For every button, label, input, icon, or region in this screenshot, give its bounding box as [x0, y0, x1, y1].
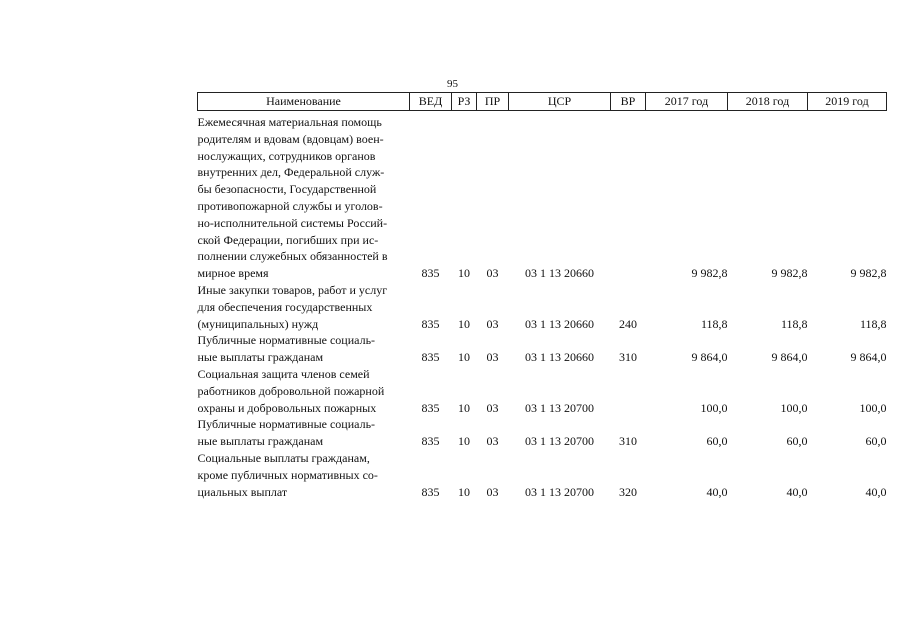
- row-name-line: кроме публичных нормативных со-: [197, 467, 378, 482]
- row-2017-value: 9 982,8: [691, 266, 728, 281]
- row-name: [198, 416, 410, 450]
- row-2017-value: 40,0: [706, 484, 728, 499]
- row-2017-value: 118,8: [700, 316, 728, 331]
- table-row: [198, 450, 887, 500]
- row-name-line: бы безопасности, Государственной: [197, 182, 377, 197]
- row-name-line: Социальные выплаты гражданам,: [197, 450, 370, 465]
- row-vr: 320: [619, 484, 637, 499]
- row-2019-value: 118,8: [859, 316, 887, 331]
- header-name: Наименование: [198, 93, 410, 111]
- row-name-line: Социальная защита членов семей: [197, 366, 370, 381]
- row-pr: 03: [486, 316, 499, 331]
- row-csr: 03 1 13 20700: [525, 484, 594, 499]
- table-row: [198, 416, 887, 450]
- row-name-line: нослужащих, сотрудников органов: [197, 148, 376, 163]
- row-ved: 835: [421, 316, 440, 331]
- row-name-line: Публичные нормативные социаль-: [197, 333, 376, 348]
- row-rz: 10: [458, 266, 470, 281]
- row-name: [198, 366, 410, 416]
- row-csr: 03 1 13 20700: [525, 434, 594, 449]
- row-pr: 03: [486, 484, 499, 499]
- row-name: [198, 450, 410, 500]
- row-name-line: циальных выплат: [197, 484, 288, 499]
- row-name-line: ные выплаты гражданам: [197, 434, 324, 449]
- row-2019-value: 9 982,8: [850, 266, 887, 281]
- row-name-line: мирное время: [197, 266, 269, 281]
- header-csr: ЦСР: [509, 93, 611, 111]
- row-name: [198, 282, 410, 332]
- row-pr: 03: [486, 266, 499, 281]
- row-pr: 03: [486, 350, 499, 365]
- header-rz: РЗ: [452, 93, 477, 111]
- row-2019-value: 9 864,0: [850, 350, 887, 365]
- row-rz: 10: [458, 434, 470, 449]
- row-csr: 03 1 13 20700: [525, 400, 594, 415]
- row-2018-value: 9 982,8: [771, 266, 808, 281]
- row-2018-value: 9 864,0: [771, 350, 808, 365]
- budget-table: [197, 92, 887, 500]
- row-ved: 835: [421, 434, 440, 449]
- row-vr: [611, 111, 646, 282]
- table-row: [198, 282, 887, 332]
- table-row: [198, 366, 887, 416]
- header-2019: 2019 год: [808, 93, 887, 111]
- row-2017-value: 100,0: [700, 400, 728, 415]
- row-2019-value: 100,0: [859, 400, 887, 415]
- row-name-line: ской Федерации, погибших при ис-: [197, 232, 379, 247]
- header-2018: 2018 год: [728, 93, 808, 111]
- row-2018-value: 60,0: [786, 434, 808, 449]
- row-vr: 310: [619, 350, 637, 365]
- row-name-line: работников добровольной пожарной: [197, 383, 385, 398]
- row-ved: 835: [421, 350, 440, 365]
- row-name-line: ные выплаты гражданам: [197, 350, 324, 365]
- row-name-line: полнении служебных обязанностей в: [197, 249, 388, 264]
- row-ved: 835: [421, 484, 440, 499]
- row-vr: 240: [619, 316, 637, 331]
- row-rz: 10: [458, 400, 470, 415]
- row-name: [198, 332, 410, 366]
- row-name-line: противопожарной службы и уголов-: [197, 198, 383, 213]
- row-2019-value: 40,0: [865, 484, 887, 499]
- row-csr: 03 1 13 20660: [525, 266, 594, 281]
- header-2017: 2017 год: [646, 93, 728, 111]
- row-pr: 03: [486, 434, 499, 449]
- row-name-line: охраны и добровольных пожарных: [197, 400, 377, 415]
- row-2018-value: 40,0: [786, 484, 808, 499]
- row-2017-value: 9 864,0: [691, 350, 728, 365]
- row-2018-value: 118,8: [780, 316, 808, 331]
- row-ved: 835: [421, 266, 440, 281]
- row-name-line: родителям и вдовам (вдовцам) воен-: [197, 131, 384, 146]
- row-name-line: но-исполнительной системы Россий-: [197, 215, 388, 230]
- row-name-line: внутренних дел, Федеральной служ-: [197, 165, 385, 180]
- row-2017-value: 60,0: [706, 434, 728, 449]
- row-ved: 835: [421, 400, 440, 415]
- row-pr: 03: [486, 400, 499, 415]
- row-name-line: для обеспечения государственных: [197, 299, 373, 314]
- table-header-row: [198, 93, 887, 111]
- row-csr: 03 1 13 20660: [525, 316, 594, 331]
- row-name-line: (муниципальных) нужд: [197, 316, 319, 331]
- row-rz: 10: [458, 484, 470, 499]
- row-name: [198, 111, 410, 282]
- table-row: [198, 111, 887, 282]
- row-name-line: Иные закупки товаров, работ и услуг: [197, 282, 388, 297]
- header-ved: ВЕД: [410, 93, 452, 111]
- row-name-line: Ежемесячная материальная помощь: [197, 115, 382, 129]
- header-pr: ПР: [477, 93, 509, 111]
- row-name-line: Публичные нормативные социаль-: [197, 417, 376, 432]
- table-row: [198, 332, 887, 366]
- table-body: [198, 111, 887, 501]
- row-2019-value: 60,0: [865, 434, 887, 449]
- row-vr: 310: [619, 434, 637, 449]
- row-2018-value: 100,0: [780, 400, 808, 415]
- row-rz: 10: [458, 316, 470, 331]
- row-vr: [611, 366, 646, 416]
- row-rz: 10: [458, 350, 470, 365]
- header-vr: ВР: [611, 93, 646, 111]
- row-csr: 03 1 13 20660: [525, 350, 594, 365]
- page-number: 95: [447, 78, 458, 90]
